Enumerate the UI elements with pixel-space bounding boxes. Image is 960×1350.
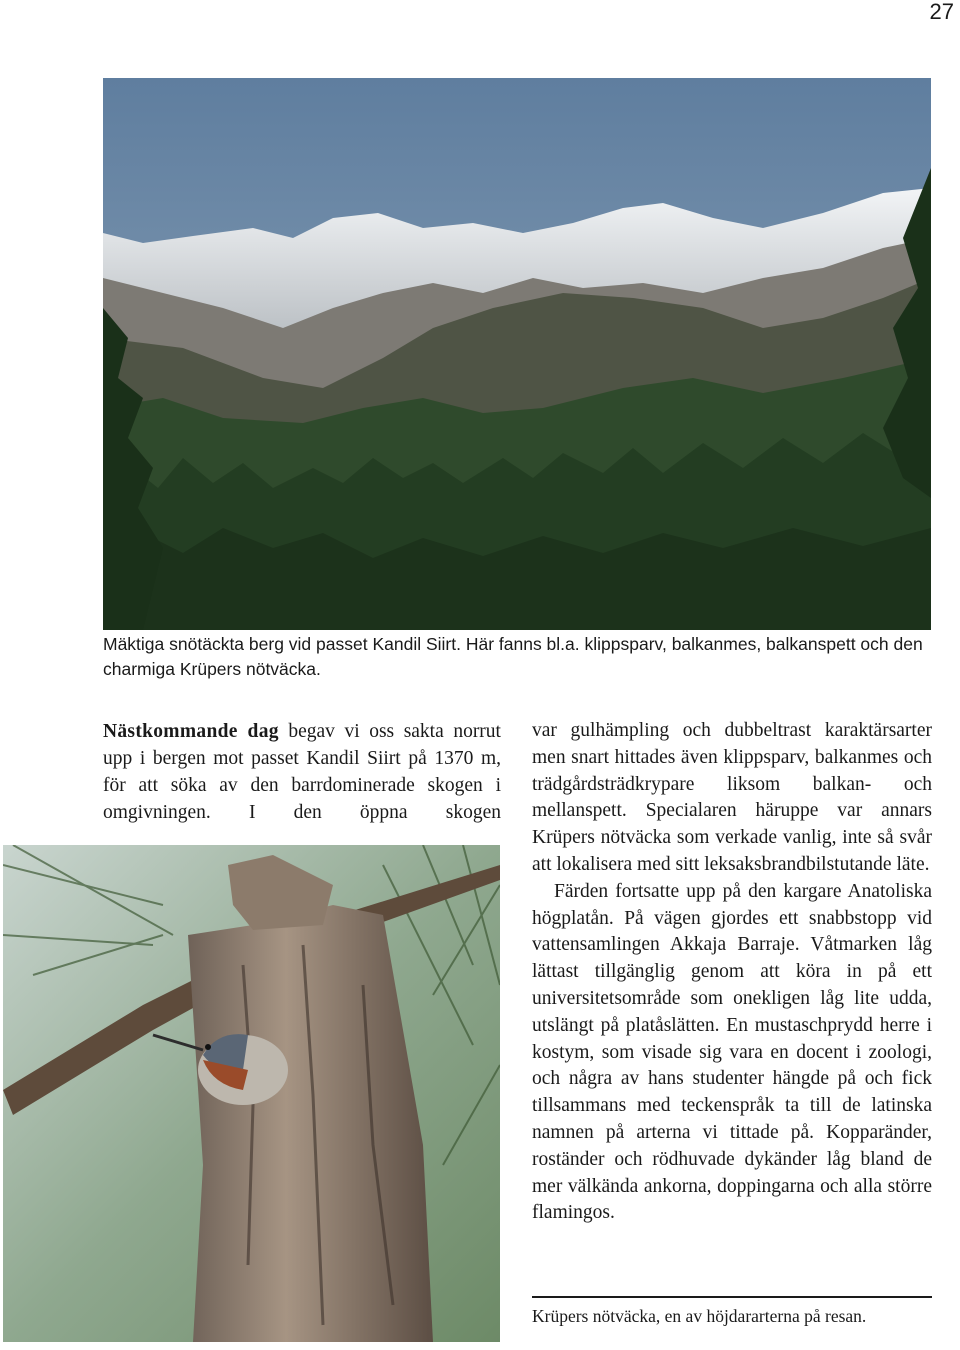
mountain-forest-photo xyxy=(103,78,931,630)
nuthatch-photo xyxy=(3,845,500,1342)
article-lead: Nästkommande dag xyxy=(103,721,279,742)
mountain-photo-caption: Mäktiga snötäckta berg vid passet Kandil Siirt. Här fanns bl.a. klippsparv, balkanmes, balkanspett och den charmiga Krüpers nötväcka. xyxy=(103,634,923,679)
article-paragraph: var gulhämpling och dubbeltrast karaktärsarter men snart hittades även klippsparv, balkanmes och trädgårdsträdkrypare liksom balkan- och mellanspett. Specialaren häruppe var annars Krüpers nötväcka som verkade vanlig, inte så svår att lokalisera med sitt leksaksbrandbilstutande läte. xyxy=(532,720,932,875)
article-left-column xyxy=(103,718,501,826)
nuthatch-photo-caption: Krüpers nötväcka, en av höjdararterna på resan. xyxy=(532,1306,867,1326)
page-number: 27 xyxy=(929,0,954,24)
article-paragraph: Färden fortsatte upp på den kargare Anatoliska högplatån. På vägen gjordes ett snabbstopp vid vattensamlingen Akkaja Barraje. Våtmarken låg lättast tillgänglig genom att köra in på ett universitetsområde som onekligen låg lite udda, utslängt på platåslätten. En mustaschprydd herre i kostym, som visade sig vara en docent i zoologi, och några av hans studenter hängde på och fick tillsammans med teckenspråk ta till de latinska namnen på arterna vi tittade på. Kopparänder, roständer och rödhuvade dykänder låg bland de mer välkända ankorna, doppingarna och alla större flamingos. xyxy=(532,880,932,1224)
article-right-column xyxy=(532,718,932,1227)
article-left-text: begav vi oss sakta norrut upp i bergen mot passet Kandil Siirt på 1370 m, för att söka av den barrdominerade skogen i omgivningen. I den öppna skogen xyxy=(103,721,501,823)
caption-rule xyxy=(532,1296,932,1298)
